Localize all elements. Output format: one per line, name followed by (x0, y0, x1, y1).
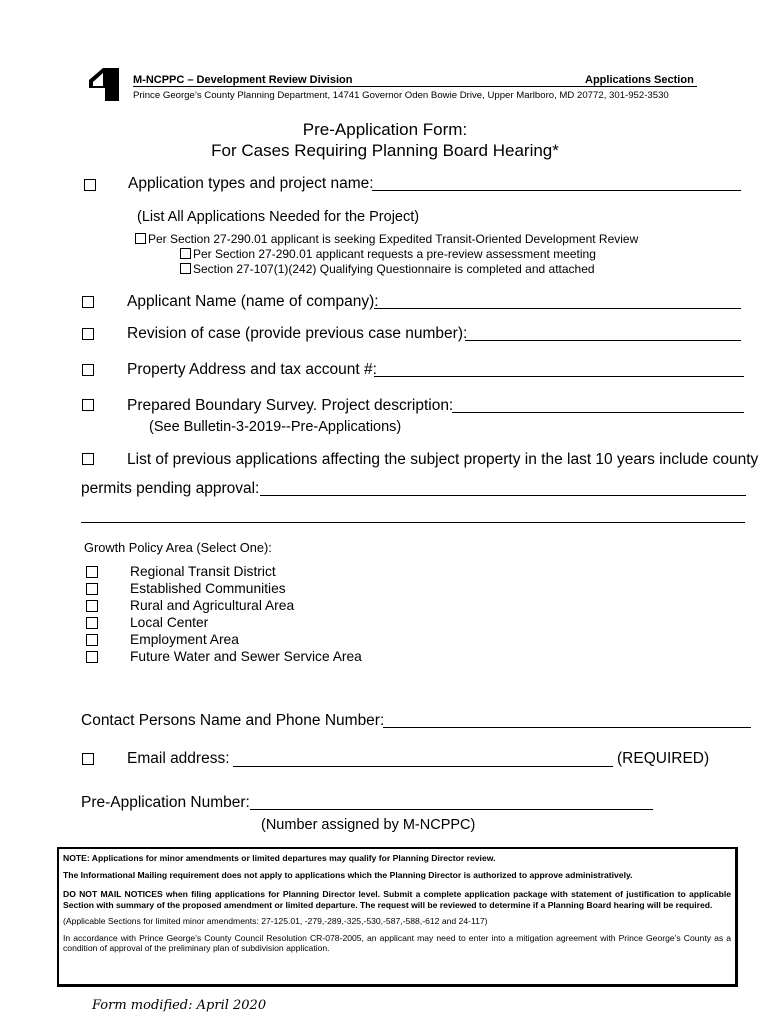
application-types-label: Application types and project name: (128, 175, 374, 192)
note-informational-mailing: The Informational Mailing requirement does not apply to applications which the Planning Director is authorized to approve administratively. (63, 869, 633, 880)
email-required: (REQUIRED) (617, 750, 710, 767)
prereview-checkbox[interactable] (180, 248, 191, 259)
prereview-label: Per Section 27-290.01 applicant requests a pre-review assessment meeting (193, 247, 596, 261)
bulletin-note: (See Bulletin-3-2019--Pre-Applications) (149, 419, 402, 435)
mncppc-logo-icon (89, 68, 119, 101)
form-title-line2: For Cases Requiring Planning Board Hearing* (211, 141, 559, 160)
growth-option-label-3: Rural and Agricultural Area (130, 598, 295, 613)
application-types-field[interactable] (372, 190, 741, 191)
revision-label: Revision of case (provide previous case number): (127, 325, 468, 342)
growth-option-checkbox-2[interactable] (86, 583, 98, 595)
email-field[interactable] (233, 766, 613, 767)
questionnaire-checkbox[interactable] (180, 263, 191, 274)
note-mitigation: In accordance with Prince George’s County Council Resolution CR-078-2005, an applicant may need to enter into a mitigation agreement with Prince George’s County as a condition of approval of the preliminary plan of subdivision application. (63, 932, 731, 953)
revision-checkbox[interactable] (82, 328, 94, 340)
preapp-number-note: (Number assigned by M-NCPPC) (261, 817, 476, 833)
growth-option-label-2: Established Communities (130, 581, 286, 596)
applicant-name-checkbox[interactable] (82, 296, 94, 308)
expedited-option[interactable] (135, 232, 638, 246)
growth-option-checkbox-5[interactable] (86, 634, 98, 646)
application-types-checkbox[interactable] (84, 179, 96, 191)
form-modified-date: Form modified: April 2020 (92, 998, 267, 1013)
boundary-survey-field[interactable] (452, 412, 744, 413)
growth-option-label-4: Local Center (130, 615, 209, 630)
email-label: Email address: (127, 750, 230, 767)
email-checkbox[interactable] (82, 753, 94, 765)
previous-apps-checkbox[interactable] (82, 453, 94, 465)
preapp-number-label: Pre-Application Number: (81, 794, 250, 811)
previous-apps-field[interactable] (260, 495, 746, 496)
questionnaire-label: Section 27-107(1)(242) Qualifying Questionnaire is completed and attached (193, 262, 595, 276)
list-note: (List All Applications Needed for the Project) (137, 209, 420, 225)
contact-persons-field[interactable] (383, 727, 751, 728)
applicant-name-field[interactable] (374, 308, 741, 309)
growth-option-checkbox-4[interactable] (86, 617, 98, 629)
previous-apps-field-extra[interactable] (81, 522, 745, 523)
previous-apps-label-line2: permits pending approval: (81, 480, 260, 497)
growth-option-label-6: Future Water and Sewer Service Area (130, 649, 362, 664)
header-org: M-NCPPC – Development Review Division (133, 74, 353, 86)
header-rule (133, 86, 697, 87)
note-applicable-sections: (Applicable Sections for limited minor amendments: 27-125.01, -279,-289,-325,-530,-587,-588,-612 and 24-117) (63, 916, 488, 926)
revision-field[interactable] (465, 340, 741, 341)
contact-persons-label: Contact Persons Name and Phone Number: (81, 712, 385, 729)
notes-box (57, 847, 738, 987)
growth-policy-label: Growth Policy Area (Select One): (84, 540, 272, 555)
header-section: Applications Section (585, 74, 694, 86)
expedited-label: Per Section 27-290.01 applicant is seeking Expedited Transit-Oriented Development Review (148, 232, 639, 246)
previous-apps-label-line1: List of previous applications affecting the subject property in the last 10 years include county (127, 451, 759, 468)
boundary-survey-label: Prepared Boundary Survey. Project description: (127, 397, 454, 414)
growth-option-checkbox-6[interactable] (86, 651, 98, 663)
property-address-field[interactable] (374, 376, 744, 377)
header-address: Prince George’s County Planning Department, 14741 Governor Oden Bowie Drive, Upper Marlboro, MD 20772, 301-952-3530 (133, 90, 669, 101)
property-address-label: Property Address and tax account #: (127, 361, 377, 378)
prereview-option[interactable] (180, 247, 596, 261)
questionnaire-option[interactable] (180, 262, 595, 276)
expedited-checkbox[interactable] (135, 233, 146, 244)
growth-option-label-1: Regional Transit District (130, 564, 276, 579)
property-address-checkbox[interactable] (82, 364, 94, 376)
growth-option-checkbox-1[interactable] (86, 566, 98, 578)
note-do-not-mail: DO NOT MAIL NOTICES when filing applications for Planning Director level. Submit a complete application package with statement of justification to applicable Section with summary of the proposed amendment or limited departure. The request will be reviewed to determine if a Planning Board hearing will be required. (63, 889, 731, 910)
form-title-line1: Pre-Application Form: (302, 120, 468, 139)
preapp-number-field[interactable] (250, 809, 653, 810)
boundary-survey-checkbox[interactable] (82, 399, 94, 411)
note-minor-amendments: NOTE: Applications for minor amendments or limited departures may qualify for Planning Director review. (63, 853, 496, 863)
growth-option-label-5: Employment Area (130, 632, 239, 647)
growth-option-checkbox-3[interactable] (86, 600, 98, 612)
applicant-name-label: Applicant Name (name of company): (127, 293, 379, 310)
